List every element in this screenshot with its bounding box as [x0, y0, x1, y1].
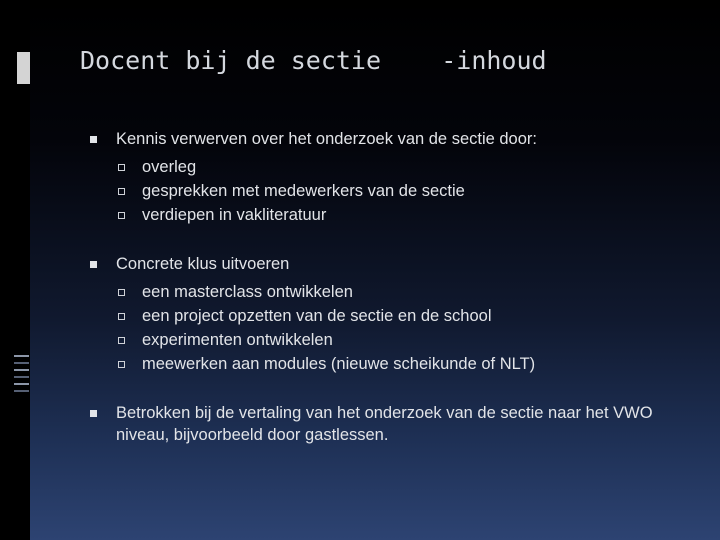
- sub-bullet-text: experimenten ontwikkelen: [142, 331, 333, 349]
- square-bullet-icon: [90, 261, 97, 268]
- bullet-item: [90, 402, 700, 446]
- square-bullet-icon: [90, 136, 97, 143]
- sub-bullet-item: [116, 280, 700, 304]
- hollow-square-bullet-icon: [118, 164, 125, 171]
- sub-bullet-text: een masterclass ontwikkelen: [142, 283, 353, 301]
- sub-bullet-item: [116, 203, 700, 227]
- bullet-item: [90, 128, 700, 227]
- hollow-square-bullet-icon: [118, 361, 125, 368]
- hollow-square-bullet-icon: [118, 337, 125, 344]
- sub-bullet-text: een project opzetten van de sectie en de school: [142, 307, 492, 325]
- bullet-text: Concrete klus uitvoeren: [116, 255, 290, 273]
- hollow-square-bullet-icon: [118, 289, 125, 296]
- accent-line: [14, 355, 29, 357]
- sub-bullet-list: [116, 280, 700, 376]
- bullet-list: [90, 128, 700, 446]
- accent-line: [14, 390, 29, 392]
- bullet-text: Betrokken bij de vertaling van het onderzoek van de sectie naar het VWO niveau, bijvoorbeeld door gastlessen.: [116, 404, 653, 444]
- bullet-text: Kennis verwerven over het onderzoek van de sectie door:: [116, 130, 537, 148]
- sub-bullet-text: overleg: [142, 158, 197, 176]
- accent-line: [14, 369, 29, 371]
- accent-line: [14, 362, 29, 364]
- sub-bullet-text: gesprekken met medewerkers van de sectie: [142, 182, 465, 200]
- bullet-item: [90, 253, 700, 376]
- sub-bullet-item: [116, 352, 700, 376]
- slide-title: Docent bij de sectie -inhoud: [80, 46, 547, 75]
- accent-line: [14, 383, 29, 385]
- sub-bullet-item: [116, 304, 700, 328]
- sub-bullet-item: [116, 328, 700, 352]
- hollow-square-bullet-icon: [118, 313, 125, 320]
- left-decoration-strip: [0, 0, 30, 540]
- hollow-square-bullet-icon: [118, 188, 125, 195]
- accent-line: [14, 376, 29, 378]
- square-bullet-icon: [90, 410, 97, 417]
- sub-bullet-text: verdiepen in vakliteratuur: [142, 206, 327, 224]
- hollow-square-bullet-icon: [118, 212, 125, 219]
- sub-bullet-text: meewerken aan modules (nieuwe scheikunde of NLT): [142, 355, 536, 373]
- title-accent-block: [17, 52, 30, 84]
- sub-bullet-list: [116, 155, 700, 227]
- sub-bullet-item: [116, 179, 700, 203]
- sub-bullet-item: [116, 155, 700, 179]
